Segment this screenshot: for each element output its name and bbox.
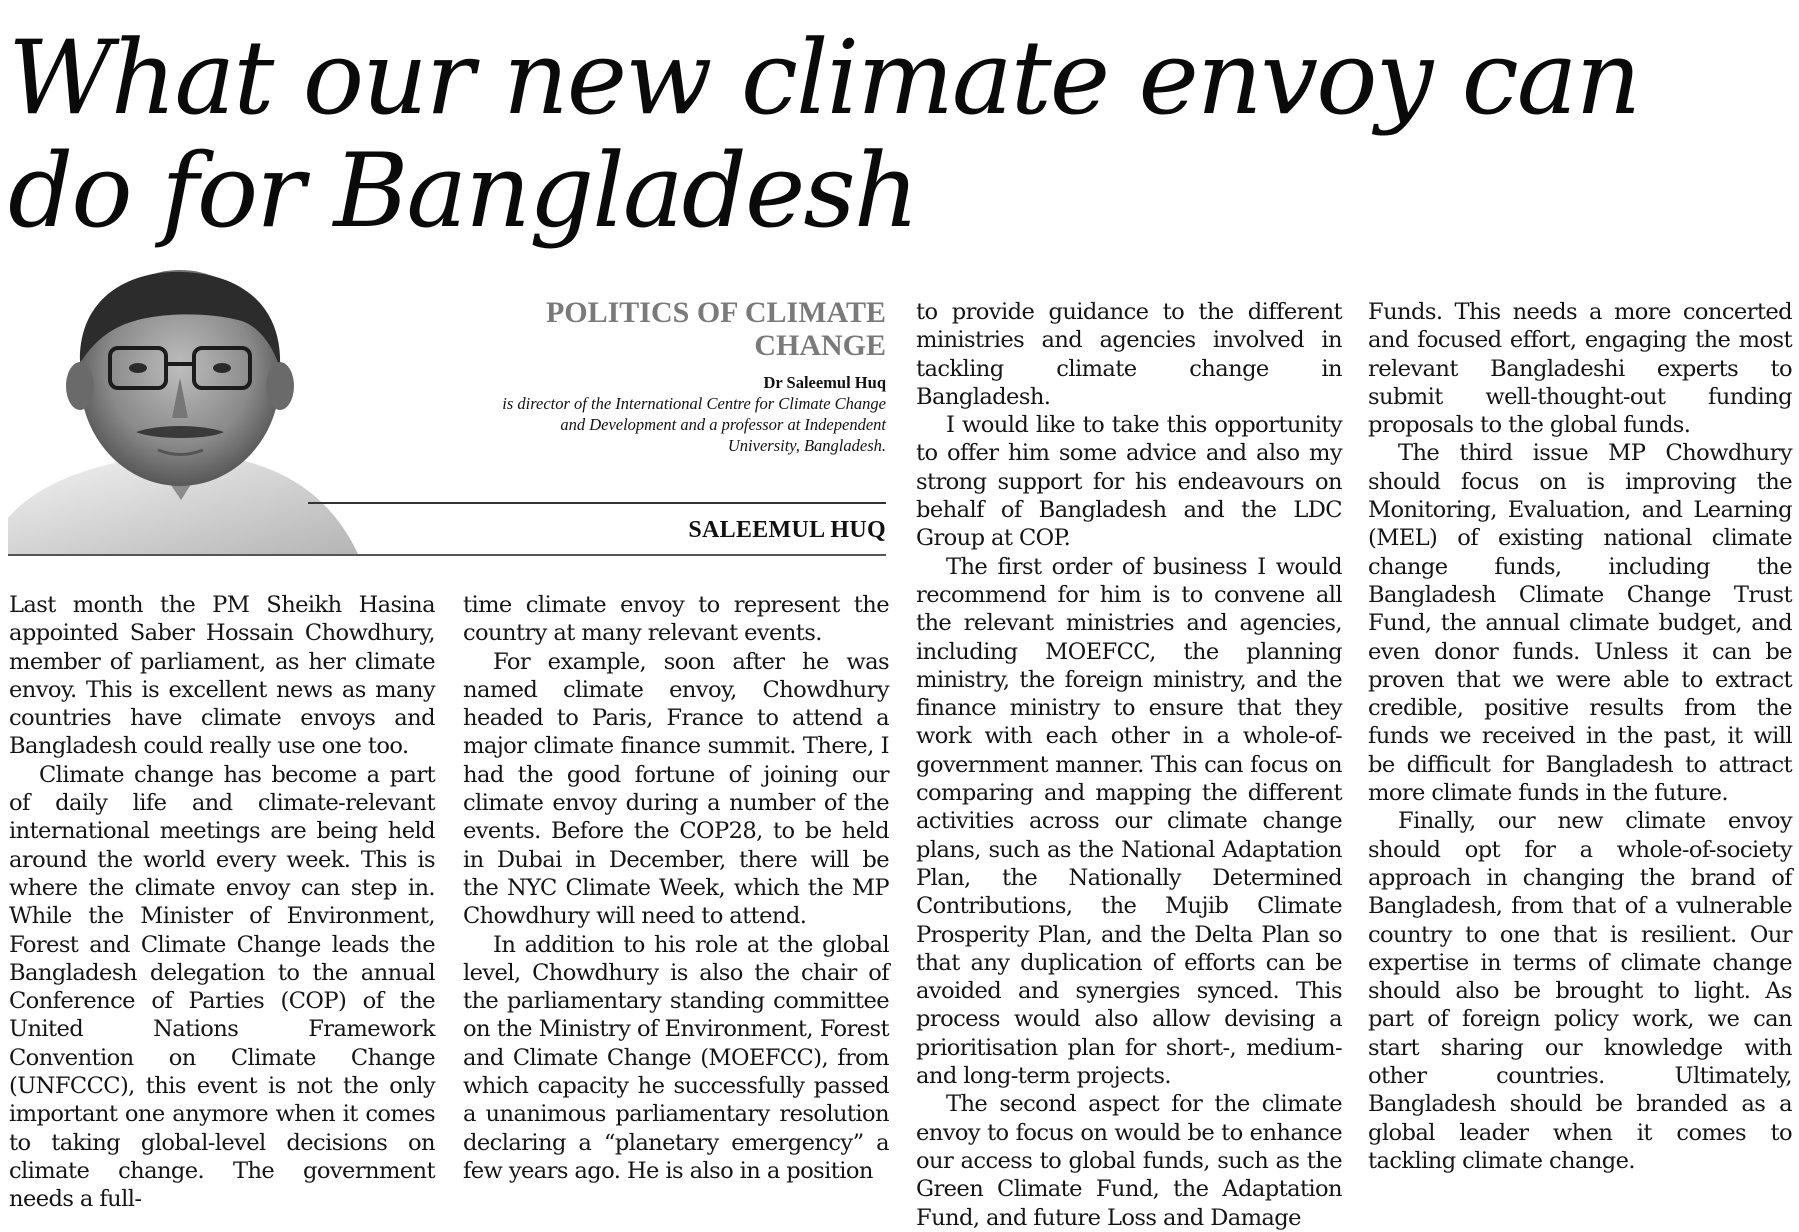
column-kicker: POLITICS OF CLIMATE CHANGE bbox=[545, 296, 886, 362]
headline: What our new climate envoy can do for Bangladesh bbox=[8, 19, 1640, 251]
article-column-3 bbox=[916, 298, 1342, 1232]
paragraph: to provide guidance to the different ministries and agencies involved in tackling climate change in Bangladesh. bbox=[916, 299, 1342, 410]
paragraph: Funds. This needs a more concerted and focused effort, engaging the most relevant Bangladeshi experts to submit well-thought-out funding proposals to the global funds. bbox=[1368, 299, 1792, 439]
paragraph: I would like to take this opportunity to offer him some advice and also my strong support for his endeavours on behalf of Bangladesh and the LDC Group at COP. bbox=[916, 412, 1342, 552]
paragraph: For example, soon after he was named climate envoy, Chowdhury headed to Paris, France to attend a major climate finance summit. There, I had the good fortune of joining our climate envoy during a number of the events. Before the COP28, to be held in Dubai in December, there will be the NYC Climate Week, which the MP Chowdhury will need to attend. bbox=[463, 648, 889, 930]
author-bio: is director of the International Centre for Climate Change and Development and a professor at Independent University, Bangladesh. bbox=[502, 394, 886, 455]
intro-divider bbox=[8, 554, 886, 556]
paragraph: Last month the PM Sheikh Hasina appointed Saber Hossain Chowdhury, member of parliament, as her climate envoy. This is excellent news as many countries have climate envoys and Bangladesh could really use one too. bbox=[9, 592, 435, 760]
byline-rule bbox=[308, 502, 886, 504]
paragraph: In addition to his role at the global level, Chowdhury is also the chair of the parliamentary standing committee on the Ministry of Environment, Forest and Climate Change (MOEFCC), from which capacity he successfully passed a unanimous parliamentary resolution declaring a “planetary emergency” a few years ago. He is also in a position bbox=[463, 931, 889, 1184]
paragraph: The first order of business I would recommend for him is to convene all the relevant ministries and agencies, including MOEFCC, the planning ministry, the foreign ministry, and the finance ministry to ensure that they work with each other in a whole-of-government manner. This can focus on comparing and mapping the different activities across our climate change plans, such as the National Adaptation Plan, the Nationally Determined Contributions, the Mujib Climate Prosperity Plan, and the Delta Plan so that any duplication of efforts can be avoided and synergies synced. This process would also allow devising a prioritisation plan for short-, medium- and long-term projects. bbox=[916, 553, 1342, 1090]
paragraph: Climate change has become a part of daily life and climate-relevant international meetings are being held around the world every week. This is where the climate envoy can step in. While the Minister of Environment, Forest and Climate Change leads the Bangladesh delegation to the annual Conference of Parties (COP) of the United Nations Framework Convention on Climate Change (UNFCCC), this event is not the only important one anymore when it comes to taking global-level decisions on climate change. The government needs a full- bbox=[9, 761, 435, 1213]
paragraph: Finally, our new climate envoy should opt for a whole-of-society approach in changing the brand of Bangladesh, from that of a vulnerable country to one that is resilient. Our expertise in terms of climate change should also be brought to light. As part of foreign policy work, we can start sharing our knowledge with other countries. Ultimately, Bangladesh should be branded as a global leader when it comes to tackling climate change. bbox=[1368, 808, 1792, 1174]
byline: SALEEMUL HUQ bbox=[688, 517, 886, 543]
article-column-2 bbox=[463, 591, 889, 1185]
author-portrait bbox=[8, 268, 358, 554]
paragraph: The second aspect for the climate envoy to focus on would be to enhance our access to global funds, such as the Green Climate Fund, the Adaptation Fund, and future Loss and Damage bbox=[916, 1091, 1342, 1231]
article-column-1 bbox=[9, 591, 435, 1214]
author-name: Dr Saleemul Huq bbox=[763, 373, 886, 392]
paragraph: The third issue MP Chowdhury should focus on is improving the Monitoring, Evaluation, and Learning (MEL) of existing national climate change funds, including the Bangladesh Climate Change Trust Fund, the annual climate budget, and even donor funds. Unless it can be proven that we were able to extract credible, positive results from the funds we received in the past, it will be difficult for Bangladesh to attract more climate funds in the future. bbox=[1368, 440, 1792, 807]
paragraph: time climate envoy to represent the country at many relevant events. bbox=[463, 592, 889, 647]
article-column-4 bbox=[1368, 298, 1792, 1175]
